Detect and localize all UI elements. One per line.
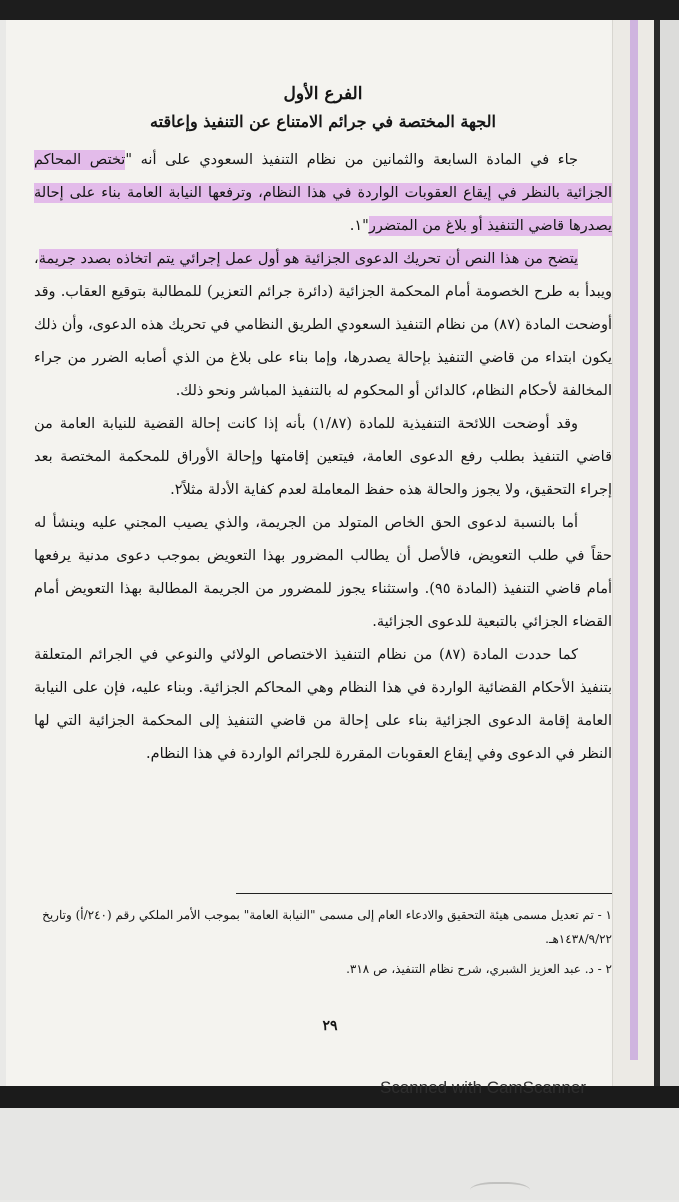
paragraph-2: [34, 243, 612, 408]
paragraph-1: [34, 144, 612, 243]
next-page-bleed-mark: [470, 1182, 530, 1202]
paragraph-2-highlight: يتضح من هذا النص أن تحريك الدعوى الجزائية هو أول عمل إجرائي يتم اتخاذه بصدد جريمة: [38, 251, 578, 267]
footnote-1: ١ - تم تعديل مسمى هيئة التحقيق والادعاء العام إلى مسمى "النيابة العامة" بموجب الأمر الملكي رقم (٢٤٠/أ) وتاريخ ١٤٣٨/٩/٢٢هـ.: [42, 908, 612, 946]
page-content: [34, 80, 612, 771]
paragraph-2-after: ، ويبدأ به طرح الخصومة أمام المحكمة الجزائية (دائرة جرائم التعزير) للمطالبة بتوقيع العقاب. وقد أوضحت المادة (٨٧) من نظام التنفيذ السعودي الطريق النظامي في تحريك هذه الدعوى، وأن ذلك يكون ابتداء من قاضي التنفيذ بإحالة يصدرها، وإما بناء على بلاغ من الذي أصابه الضرر من جراء المخالفة لأحكام النظام، كالدائن أو المحكوم له بالتنفيذ المباشر ونحو ذلك.: [34, 251, 612, 399]
section-subheading: الجهة المختصة في جرائم الامتناع عن التنفيذ وإعاقته: [150, 112, 496, 131]
paragraph-4: أما بالنسبة لدعوى الحق الخاص المتولد من الجريمة، والذي يصيب المجني عليه وينشأ له حقاً في طلب التعويض، فالأصل أن يطالب المضرور بهذا التعويض بموجب دعوى مدنية يرفعها أمام قاضي التنفيذ (المادة ٩٥). واستثناء يجوز للمضرور من الجريمة المطالبة بهذا التعويض أمام القضاء الجزائي بالتبعية للدعوى الجزائية.: [34, 515, 612, 630]
paragraph-1-highlight: تختص المحاكم الجزائية بالنظر في إيقاع العقوبات الواردة في هذا النظام، وترفعها النيابة العامة بناء على إحالة يصدرها قاضي التنفيذ أو بلاغ من المتضرر: [34, 152, 612, 234]
footnote-2: ٢ - د. عبد العزيز الشبري، شرح نظام التنفيذ، ص ٣١٨.: [346, 962, 612, 976]
footnotes: [34, 903, 612, 987]
footnote-divider: [236, 893, 612, 894]
paragraph-1-before: جاء في المادة السابعة والثمانين من نظام التنفيذ السعودي على أنه ": [125, 152, 578, 168]
paragraph-5: كما حددت المادة (٨٧) من نظام التنفيذ الاختصاص الولائي والنوعي في الجرائم المتعلقة بتنفيذ الأحكام القضائية الواردة في هذا النظام وهي المحاكم الجزائية. وبناء عليه، فإن على النيابة العامة إقامة الدعوى الجزائية بناء على إحالة من قاضي التنفيذ إلى المحكمة الجزائية التي لها النظر في الدعوى وفي إيقاع العقوبات المقررة للجرائم الواردة في هذا النظام.: [34, 647, 612, 762]
paragraph-3: وقد أوضحت اللائحة التنفيذية للمادة (١/٨٧) بأنه إذا كانت إحالة القضية للنيابة العامة من قاضي التنفيذ بطلب رفع الدعوى العامة، فيتعين إقامتها وإحالة الأوراق للمحكمة المختصة بعد إجراء التحقيق، ولا يجوز والحالة هذه حفظ المعاملة لعدم كفاية الأدلة مثلاً٢.: [34, 416, 612, 498]
photo-top-edge: [0, 0, 679, 20]
background-bottom: [0, 1108, 679, 1200]
paragraph-1-after: "١.: [349, 218, 369, 234]
background-right: [660, 20, 679, 1086]
margin-highlight-stroke: [630, 20, 638, 1060]
page-number: ٢٩: [322, 1018, 338, 1034]
section-heading: الفرع الأول: [283, 84, 363, 104]
scanner-watermark: Scanned with CamScanner: [380, 1078, 587, 1097]
